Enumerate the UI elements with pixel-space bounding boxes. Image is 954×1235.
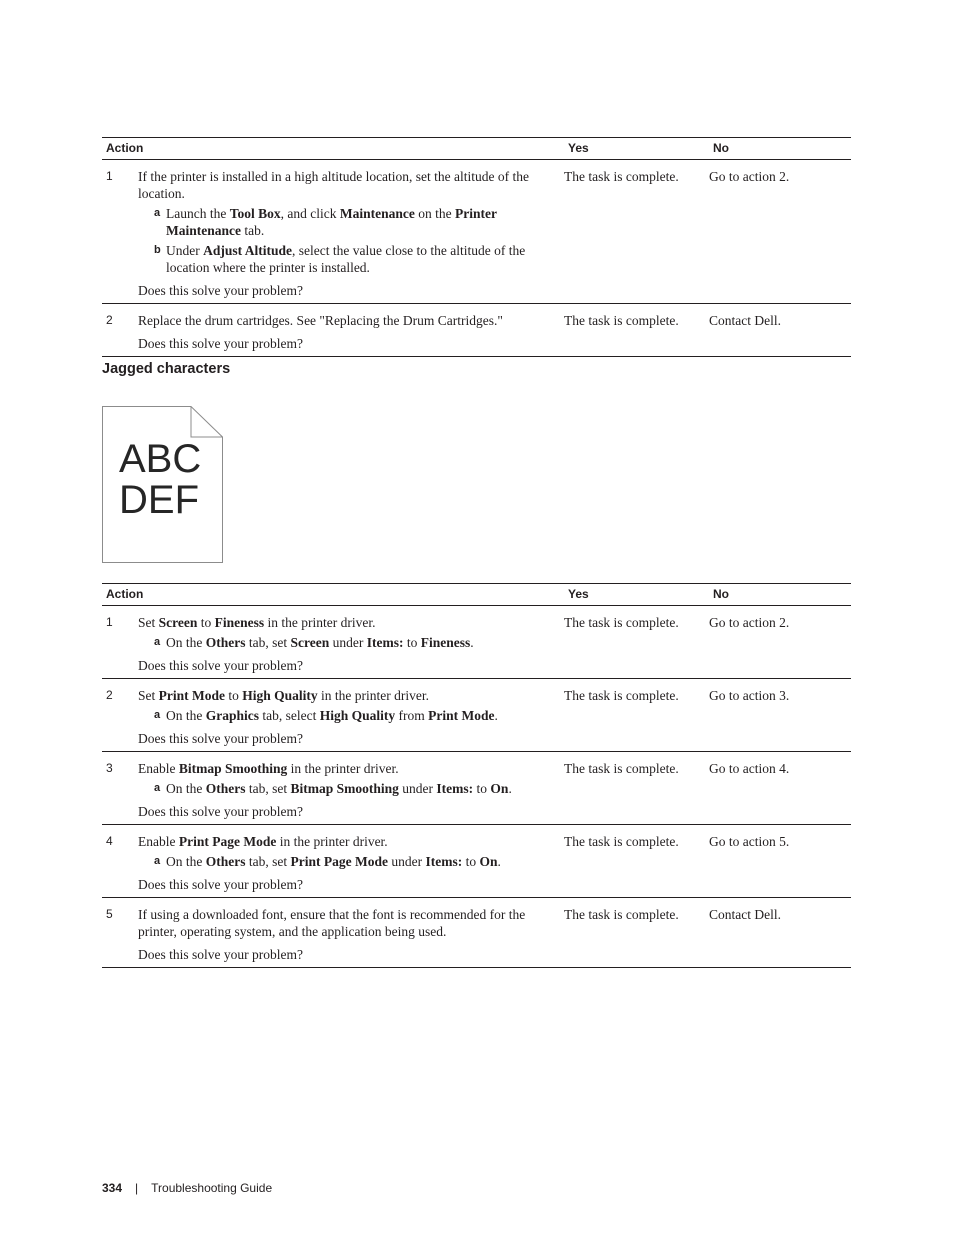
action-intro: Enable Bitmap Smoothing in the printer driver. <box>138 761 399 776</box>
action-number: 5 <box>102 898 138 968</box>
action-question: Does this solve your problem? <box>138 336 303 351</box>
table-row <box>102 898 851 968</box>
header-action: Action <box>102 584 564 606</box>
action-number: 1 <box>102 606 138 679</box>
action-step <box>154 707 564 724</box>
no-cell: Go to action 4. <box>709 752 851 825</box>
yes-cell: The task is complete. <box>564 825 709 898</box>
table-row <box>102 679 851 752</box>
header-yes: Yes <box>564 138 709 160</box>
action-cell <box>138 679 564 752</box>
step-letter: a <box>154 782 161 794</box>
action-number: 2 <box>102 679 138 752</box>
action-intro: If the printer is installed in a high altitude location, set the altitude of the location. <box>138 169 530 201</box>
table-row <box>102 160 851 304</box>
action-step <box>154 205 564 239</box>
table-row <box>102 752 851 825</box>
step-letter: b <box>154 244 161 256</box>
page-footer <box>102 1181 272 1195</box>
yes-cell: The task is complete. <box>564 160 709 304</box>
action-question: Does this solve your problem? <box>138 804 303 819</box>
troubleshooting-table-2 <box>102 583 851 968</box>
action-question: Does this solve your problem? <box>138 877 303 892</box>
action-number: 1 <box>102 160 138 304</box>
step-letter: a <box>154 207 161 219</box>
header-no: No <box>709 138 851 160</box>
troubleshooting-table-1 <box>102 137 851 357</box>
table-row <box>102 304 851 357</box>
action-intro: Set Screen to Fineness in the printer driver. <box>138 615 376 630</box>
page-number: 334 <box>102 1181 123 1195</box>
step-text: On the Graphics tab, select High Quality from Print Mode. <box>166 708 498 723</box>
step-letter: a <box>154 709 161 721</box>
action-intro: Set Print Mode to High Quality in the printer driver. <box>138 688 430 703</box>
action-step <box>154 634 564 651</box>
action-question: Does this solve your problem? <box>138 283 303 298</box>
action-number: 3 <box>102 752 138 825</box>
no-cell: Go to action 2. <box>709 606 851 679</box>
yes-cell: The task is complete. <box>564 606 709 679</box>
no-cell: Go to action 2. <box>709 160 851 304</box>
footer-title: Troubleshooting Guide <box>151 1181 273 1195</box>
footer-separator: | <box>135 1181 139 1195</box>
yes-cell: The task is complete. <box>564 304 709 357</box>
action-cell <box>138 752 564 825</box>
step-text: On the Others tab, set Bitmap Smoothing under Items: to On. <box>166 781 512 796</box>
action-question: Does this solve your problem? <box>138 947 303 962</box>
header-action: Action <box>102 138 564 160</box>
yes-cell: The task is complete. <box>564 752 709 825</box>
sample-text-line-1: ABC <box>119 437 202 481</box>
section-heading: Jagged characters <box>102 361 231 377</box>
action-question: Does this solve your problem? <box>138 731 303 746</box>
header-yes: Yes <box>564 584 709 606</box>
yes-cell: The task is complete. <box>564 679 709 752</box>
action-cell <box>138 304 564 357</box>
yes-cell: The task is complete. <box>564 898 709 968</box>
action-intro: If using a downloaded font, ensure that the font is recommended for the printer, operating system, and the application being used. <box>138 907 526 939</box>
action-step <box>154 780 564 797</box>
action-number: 4 <box>102 825 138 898</box>
jagged-characters-illustration <box>102 406 224 563</box>
table-row <box>102 606 851 679</box>
table-row <box>102 825 851 898</box>
step-text: On the Others tab, set Print Page Mode under Items: to On. <box>166 854 501 869</box>
step-letter: a <box>154 636 161 648</box>
action-step <box>154 242 564 276</box>
action-cell <box>138 898 564 968</box>
action-intro: Enable Print Page Mode in the printer driver. <box>138 834 388 849</box>
action-number: 2 <box>102 304 138 357</box>
no-cell: Contact Dell. <box>709 898 851 968</box>
step-text: Launch the Tool Box, and click Maintenance on the Printer Maintenance tab. <box>166 206 497 238</box>
no-cell: Contact Dell. <box>709 304 851 357</box>
action-intro: Replace the drum cartridges. See "Replacing the Drum Cartridges." <box>138 313 503 328</box>
step-letter: a <box>154 855 161 867</box>
action-cell <box>138 825 564 898</box>
action-cell <box>138 606 564 679</box>
action-question: Does this solve your problem? <box>138 658 303 673</box>
no-cell: Go to action 3. <box>709 679 851 752</box>
no-cell: Go to action 5. <box>709 825 851 898</box>
sample-text-line-2: DEF <box>119 478 199 522</box>
header-no: No <box>709 584 851 606</box>
action-cell <box>138 160 564 304</box>
step-text: Under Adjust Altitude, select the value close to the altitude of the location where the printer is installed. <box>166 243 526 275</box>
action-step <box>154 853 564 870</box>
step-text: On the Others tab, set Screen under Items: to Fineness. <box>166 635 474 650</box>
